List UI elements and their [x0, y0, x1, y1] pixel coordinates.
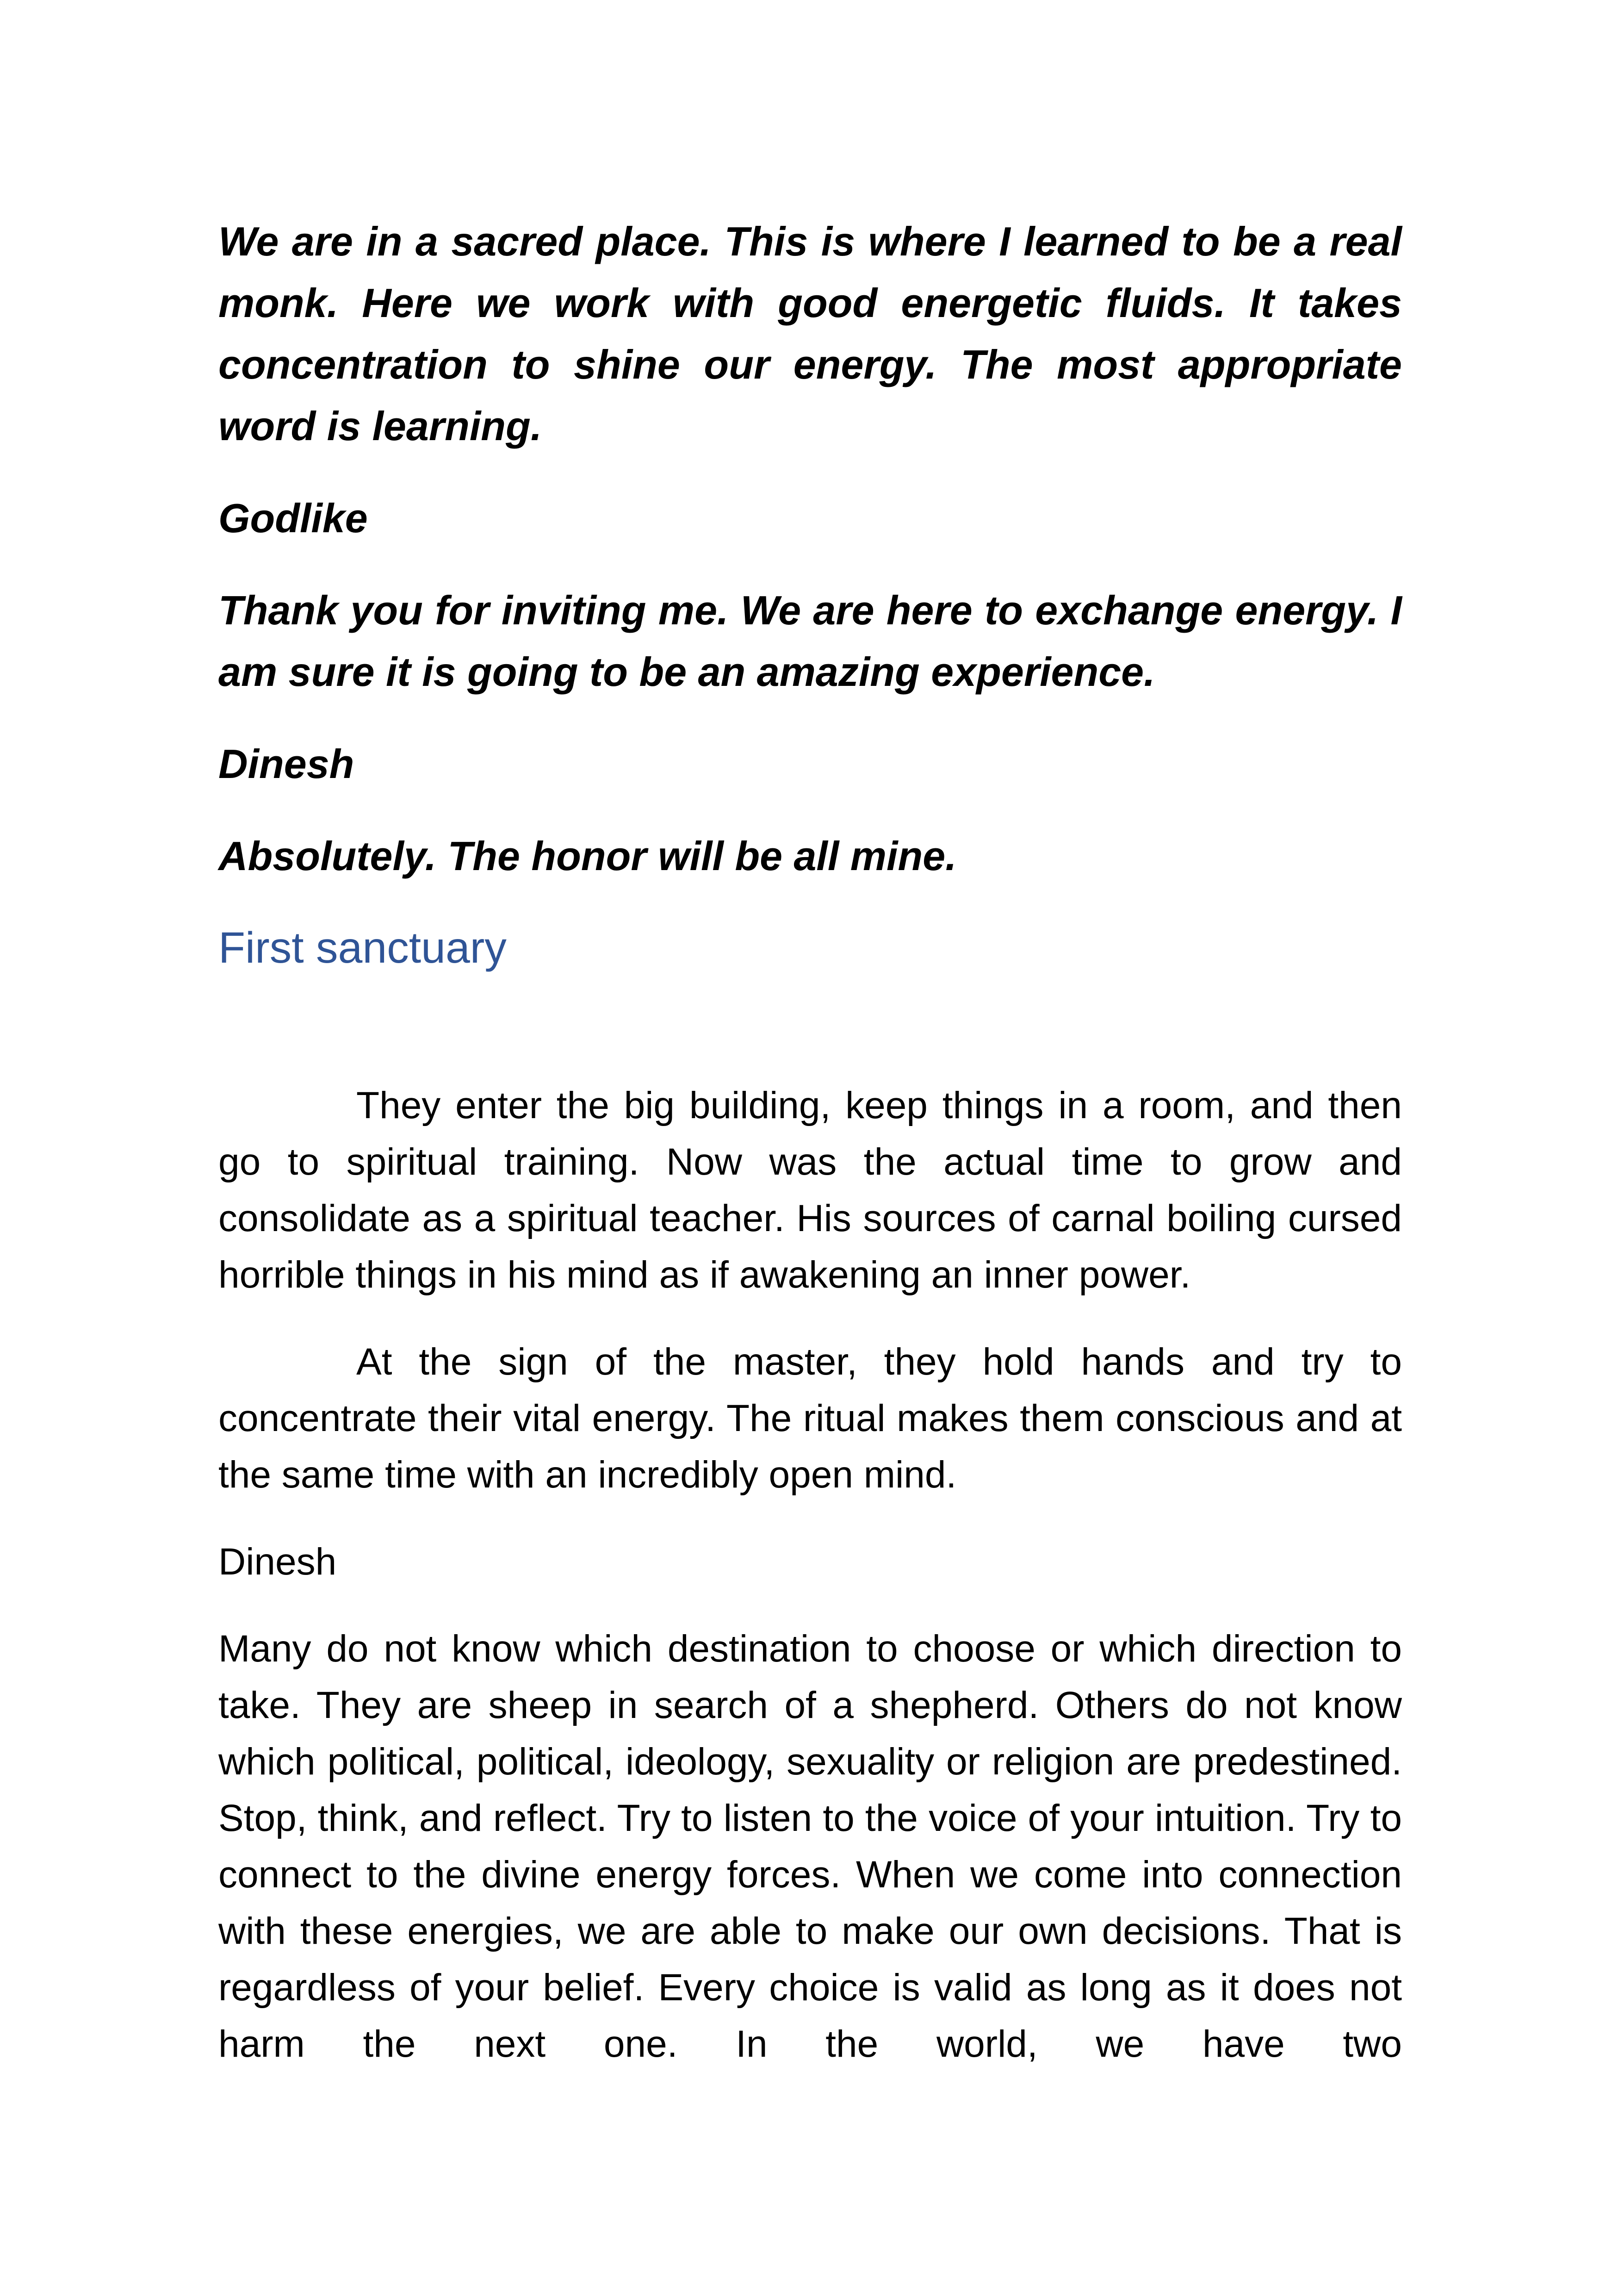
speaker-name: Dinesh	[218, 741, 354, 787]
body-paragraph: At the sign of the master, they hold hands and try to concentrate their vital energy. The ritual makes them conscious and at the same time with an incredibly open mind.	[218, 1341, 1402, 1496]
section-heading: First sanctuary	[218, 923, 507, 972]
speaker-name: Godlike	[218, 495, 368, 541]
body-paragraph: Many do not know which destination to choose or which direction to take. They are sheep in search of a shepherd. Others do not know which political, political, ideology, sexuality or religion are predestined. Stop, think, and reflect. Try to listen to the voice of your intuition. Try to connect to the divine energy forces. When we come into connection with these energies, we are able to make our own decisions. That is regardless of your belief. Every choice is valid as long as it does not harm the next one. In the world, we have two	[218, 1628, 1402, 2065]
dialog-paragraph: Absolutely. The honor will be all mine.	[218, 833, 957, 879]
dialog-paragraph: We are in a sacred place. This is where I learned to be a real monk. Here we work with good energetic fluids. It takes concentration to shine our energy. The most appropriate word is learning.	[218, 218, 1402, 449]
page-content	[218, 211, 1402, 2103]
dialog-paragraph: Thank you for inviting me. We are here to exchange energy. I am sure it is going to be an amazing experience.	[218, 587, 1402, 695]
speaker-name: Dinesh	[218, 1541, 337, 1583]
body-paragraph: They enter the big building, keep things in a room, and then go to spiritual training. Now was the actual time to grow and consolidate as a spiritual teacher. His sources of carnal boiling cursed horrible things in his mind as if awakening an inner power.	[218, 1084, 1402, 1296]
